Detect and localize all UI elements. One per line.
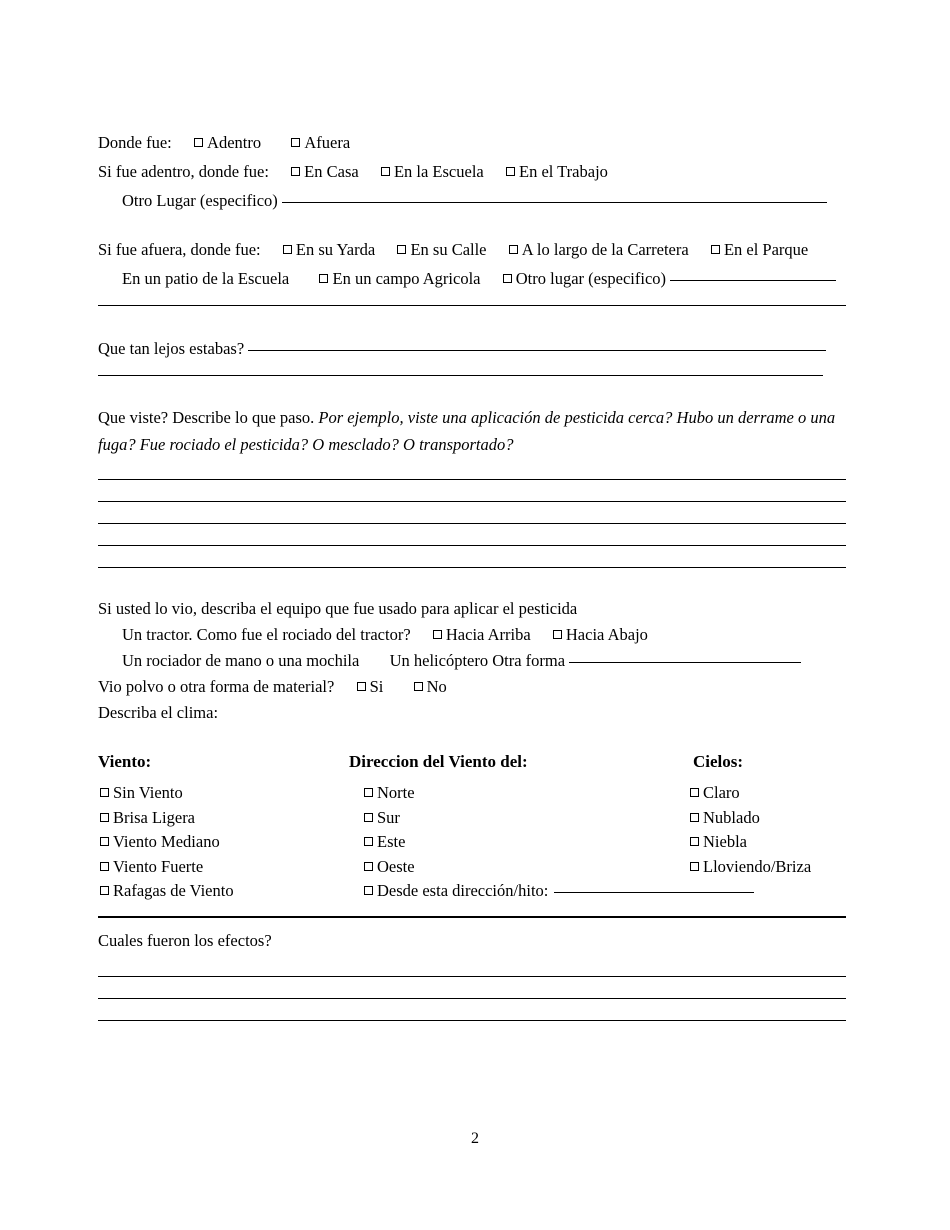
input-otra-forma[interactable] bbox=[569, 662, 801, 663]
option-label-adentro: Adentro bbox=[207, 133, 262, 152]
checkbox-viento-mediano[interactable] bbox=[100, 837, 109, 846]
checkbox-en-el-parque[interactable] bbox=[711, 245, 720, 254]
question-que-tan-lejos-label: Que tan lejos estabas? bbox=[98, 339, 245, 358]
checkbox-otro-lugar-afuera[interactable] bbox=[503, 274, 512, 283]
input-desde-esta-direccion[interactable] bbox=[554, 892, 754, 893]
question-si-fue-afuera-row2 bbox=[98, 264, 846, 293]
question-que-viste-label: Que viste? Describe lo que paso. bbox=[98, 408, 315, 427]
checkbox-a-lo-largo-de-la-carretera[interactable] bbox=[509, 245, 518, 254]
checkbox-brisa-ligera[interactable] bbox=[100, 813, 109, 822]
question-si-fue-afuera-label: Si fue afuera, donde fue: bbox=[98, 240, 261, 259]
label-viento-mediano: Viento Mediano bbox=[113, 832, 220, 851]
checkbox-este[interactable] bbox=[364, 837, 373, 846]
spacer bbox=[98, 376, 846, 404]
option-label-en-la-escuela: En la Escuela bbox=[393, 162, 484, 181]
question-clima bbox=[98, 700, 846, 726]
checkbox-norte[interactable] bbox=[364, 788, 373, 797]
spacer bbox=[98, 293, 846, 305]
input-que-viste-line[interactable] bbox=[98, 479, 846, 480]
label-norte: Norte bbox=[377, 783, 415, 802]
weather-header-cielos: Cielos: bbox=[693, 752, 744, 771]
checkbox-hacia-arriba[interactable] bbox=[433, 630, 442, 639]
checkbox-en-su-calle[interactable] bbox=[397, 245, 406, 254]
option-label-hacia-arriba: Hacia Arriba bbox=[445, 625, 531, 644]
option-label-en-su-calle: En su Calle bbox=[410, 240, 487, 259]
weather-option-direccion-4 bbox=[364, 857, 415, 877]
weather-row bbox=[98, 881, 846, 906]
checkbox-viento-fuerte[interactable] bbox=[100, 862, 109, 871]
input-que-viste-line[interactable] bbox=[98, 545, 846, 546]
question-rociador bbox=[98, 648, 846, 674]
question-efectos bbox=[98, 926, 846, 955]
option-label-en-el-trabajo: En el Trabajo bbox=[518, 162, 608, 181]
weather-option-viento-2 bbox=[100, 808, 195, 828]
input-efectos-line[interactable] bbox=[98, 1020, 846, 1021]
input-que-tan-lejos[interactable] bbox=[248, 350, 826, 351]
checkbox-niebla[interactable] bbox=[690, 837, 699, 846]
checkbox-lloviendo-briza[interactable] bbox=[690, 862, 699, 871]
input-que-viste-line[interactable] bbox=[98, 501, 846, 502]
weather-option-direccion-2 bbox=[364, 808, 400, 828]
question-que-viste-example: Por ejemplo, viste una aplicación de pesticida cerca? Hubo un derrame o una fuga? Fue rociado el pesticida? O mesclado? O transportado? bbox=[98, 408, 836, 454]
option-label-en-casa: En Casa bbox=[304, 162, 359, 181]
option-label-polvo-si: Si bbox=[369, 677, 384, 696]
question-que-tan-lejos bbox=[98, 334, 846, 363]
label-este: Este bbox=[377, 832, 406, 851]
spacer bbox=[98, 215, 846, 235]
weather-option-viento-5 bbox=[100, 881, 234, 901]
checkbox-hacia-abajo[interactable] bbox=[553, 630, 562, 639]
weather-headers bbox=[98, 752, 846, 778]
question-que-viste bbox=[98, 404, 846, 458]
field-otro-lugar-adentro-label: Otro Lugar (especifico) bbox=[122, 191, 278, 210]
form-content bbox=[98, 128, 846, 1021]
input-otro-lugar-adentro[interactable] bbox=[282, 202, 827, 203]
weather-option-cielos-1 bbox=[690, 783, 740, 803]
weather-option-viento-1 bbox=[100, 783, 183, 803]
weather-option-direccion-1 bbox=[364, 783, 415, 803]
label-sur: Sur bbox=[377, 807, 400, 827]
weather-option-cielos-3 bbox=[690, 832, 747, 852]
spacer bbox=[98, 568, 846, 596]
question-polvo-label: Vio polvo o otra forma de material? bbox=[98, 677, 335, 696]
section-divider bbox=[98, 916, 846, 918]
checkbox-en-casa[interactable] bbox=[291, 167, 300, 176]
question-equipo bbox=[98, 596, 846, 622]
label-viento-fuerte: Viento Fuerte bbox=[113, 856, 204, 876]
checkbox-en-la-escuela[interactable] bbox=[381, 167, 390, 176]
option-label-en-un-patio-de-la-escuela: En un patio de la Escuela bbox=[122, 269, 290, 288]
field-otro-lugar-adentro bbox=[98, 186, 846, 215]
checkbox-polvo-no[interactable] bbox=[414, 682, 423, 691]
checkbox-sur[interactable] bbox=[364, 813, 373, 822]
checkbox-en-su-yarda[interactable] bbox=[283, 245, 292, 254]
question-polvo bbox=[98, 674, 846, 700]
question-efectos-label: Cuales fueron los efectos? bbox=[98, 930, 272, 950]
checkbox-polvo-si[interactable] bbox=[357, 682, 366, 691]
answer-area-efectos bbox=[98, 976, 846, 1021]
spacer bbox=[98, 363, 846, 375]
question-clima-label: Describa el clima: bbox=[98, 703, 219, 722]
input-que-viste-line[interactable] bbox=[98, 523, 846, 524]
weather-option-viento-4 bbox=[100, 857, 203, 877]
question-donde-fue bbox=[98, 128, 846, 157]
label-lloviendo-briza: Lloviendo/Briza bbox=[703, 856, 812, 876]
option-label-a-lo-largo-de-la-carretera: A lo largo de la Carretera bbox=[521, 240, 689, 259]
weather-row bbox=[98, 808, 846, 833]
field-otro-lugar-afuera-label: Otro lugar (especifico) bbox=[515, 269, 667, 288]
question-tractor bbox=[98, 622, 846, 648]
spacer bbox=[98, 306, 846, 334]
weather-option-direccion-3 bbox=[364, 832, 405, 852]
spacer bbox=[98, 726, 846, 746]
input-otro-lugar-afuera[interactable] bbox=[670, 280, 836, 281]
weather-header-viento: Viento: bbox=[98, 752, 152, 771]
input-efectos-line[interactable] bbox=[98, 998, 846, 999]
checkbox-oeste[interactable] bbox=[364, 862, 373, 871]
label-brisa-ligera: Brisa Ligera bbox=[113, 807, 196, 827]
question-equipo-label: Si usted lo vio, describa el equipo que fue usado para aplicar el pesticida bbox=[98, 599, 578, 618]
weather-header-direccion: Direccion del Viento del: bbox=[349, 752, 528, 771]
option-label-en-el-parque: En el Parque bbox=[723, 240, 809, 259]
checkbox-adentro[interactable] bbox=[194, 138, 203, 147]
question-si-fue-adentro-label: Si fue adentro, donde fue: bbox=[98, 162, 269, 181]
label-rafagas-de-viento: Rafagas de Viento bbox=[113, 881, 234, 900]
question-tractor-label: Un tractor. Como fue el rociado del tractor? bbox=[122, 625, 411, 644]
answer-area-que-viste bbox=[98, 479, 846, 568]
label-niebla: Niebla bbox=[703, 832, 747, 851]
weather-row bbox=[98, 783, 846, 808]
weather-option-direccion-5 bbox=[364, 881, 754, 901]
checkbox-en-el-trabajo[interactable] bbox=[506, 167, 515, 176]
checkbox-nublado[interactable] bbox=[690, 813, 699, 822]
checkbox-afuera[interactable] bbox=[291, 138, 300, 147]
weather-row bbox=[98, 832, 846, 857]
weather-section bbox=[98, 752, 846, 918]
option-label-polvo-no: No bbox=[426, 677, 447, 696]
label-nublado: Nublado bbox=[703, 807, 760, 827]
label-desde-esta-direccion: Desde esta dirección/hito: bbox=[377, 881, 549, 900]
checkbox-desde-esta-direccion[interactable] bbox=[364, 886, 373, 895]
weather-option-cielos-2 bbox=[690, 808, 760, 828]
option-label-en-un-campo-agricola: En un campo Agricola bbox=[332, 269, 481, 288]
checkbox-en-un-campo-agricola[interactable] bbox=[319, 274, 328, 283]
question-donde-fue-label: Donde fue: bbox=[98, 133, 172, 152]
question-si-fue-afuera bbox=[98, 235, 846, 264]
checkbox-claro[interactable] bbox=[690, 788, 699, 797]
weather-option-cielos-4 bbox=[690, 857, 811, 877]
weather-row bbox=[98, 857, 846, 882]
option-label-rociador-mano: Un rociador de mano o una mochila bbox=[122, 651, 360, 670]
weather-option-viento-3 bbox=[100, 832, 220, 852]
question-si-fue-adentro bbox=[98, 157, 846, 186]
label-sin-viento: Sin Viento bbox=[113, 783, 183, 802]
label-oeste: Oeste bbox=[377, 856, 415, 876]
label-claro: Claro bbox=[703, 783, 740, 802]
checkbox-sin-viento[interactable] bbox=[100, 788, 109, 797]
option-label-helicoptero-otra-forma: Un helicóptero Otra forma bbox=[389, 651, 566, 670]
option-label-afuera: Afuera bbox=[304, 133, 351, 152]
page-number: 2 bbox=[471, 1130, 479, 1147]
input-efectos-line[interactable] bbox=[98, 976, 846, 977]
option-label-en-su-yarda: En su Yarda bbox=[295, 240, 376, 259]
checkbox-rafagas-de-viento[interactable] bbox=[100, 886, 109, 895]
option-label-hacia-abajo: Hacia Abajo bbox=[565, 625, 648, 644]
weather-rows bbox=[98, 783, 846, 906]
